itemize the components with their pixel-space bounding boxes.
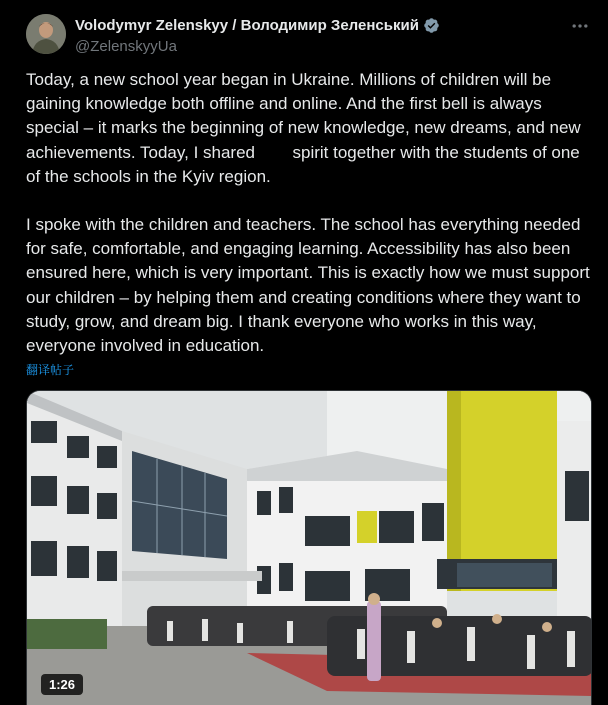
avatar-photo xyxy=(26,14,66,54)
video-thumbnail xyxy=(27,391,592,705)
translate-post-link[interactable]: 翻译帖子 xyxy=(26,363,75,377)
tweet-paragraph-1-part-2: spirit together with the students of one of the schools in the Kyiv region. xyxy=(26,142,580,186)
tweet-paragraph-2: I spoke with the children and teachers. The school has everything needed for safe, comfortable, and engaging learning. Accessibility has also been ensured here, which is very important. This is exactly how we must support our children – by helping them and creating conditions where they want to study, grow, and dream big. I thank everyone who works in this way, everyone involved in education. xyxy=(26,215,590,356)
tweet-paragraph-1 xyxy=(26,68,592,189)
more-options-icon xyxy=(570,16,590,36)
avatar[interactable] xyxy=(26,14,66,54)
video-duration: 1:26 xyxy=(41,674,83,695)
more-options-button[interactable] xyxy=(568,14,592,38)
author-display-name[interactable]: Volodymyr Zelenskyy / Володимир Зеленський xyxy=(75,16,419,34)
tweet-paragraph-1-part-1: Today, a new school year began in Ukraine. Millions of children will be gaining knowledge both offline and online. And the first bell is always special – it marks the beginning of new knowledge, new dreams, and new achievements. Today, I shared xyxy=(26,70,581,162)
tweet-text xyxy=(26,68,592,358)
author-handle[interactable]: @ZelenskyyUa xyxy=(75,38,177,55)
verified-badge-icon xyxy=(423,17,440,34)
video-player[interactable] xyxy=(26,390,592,705)
author-block xyxy=(75,15,440,55)
